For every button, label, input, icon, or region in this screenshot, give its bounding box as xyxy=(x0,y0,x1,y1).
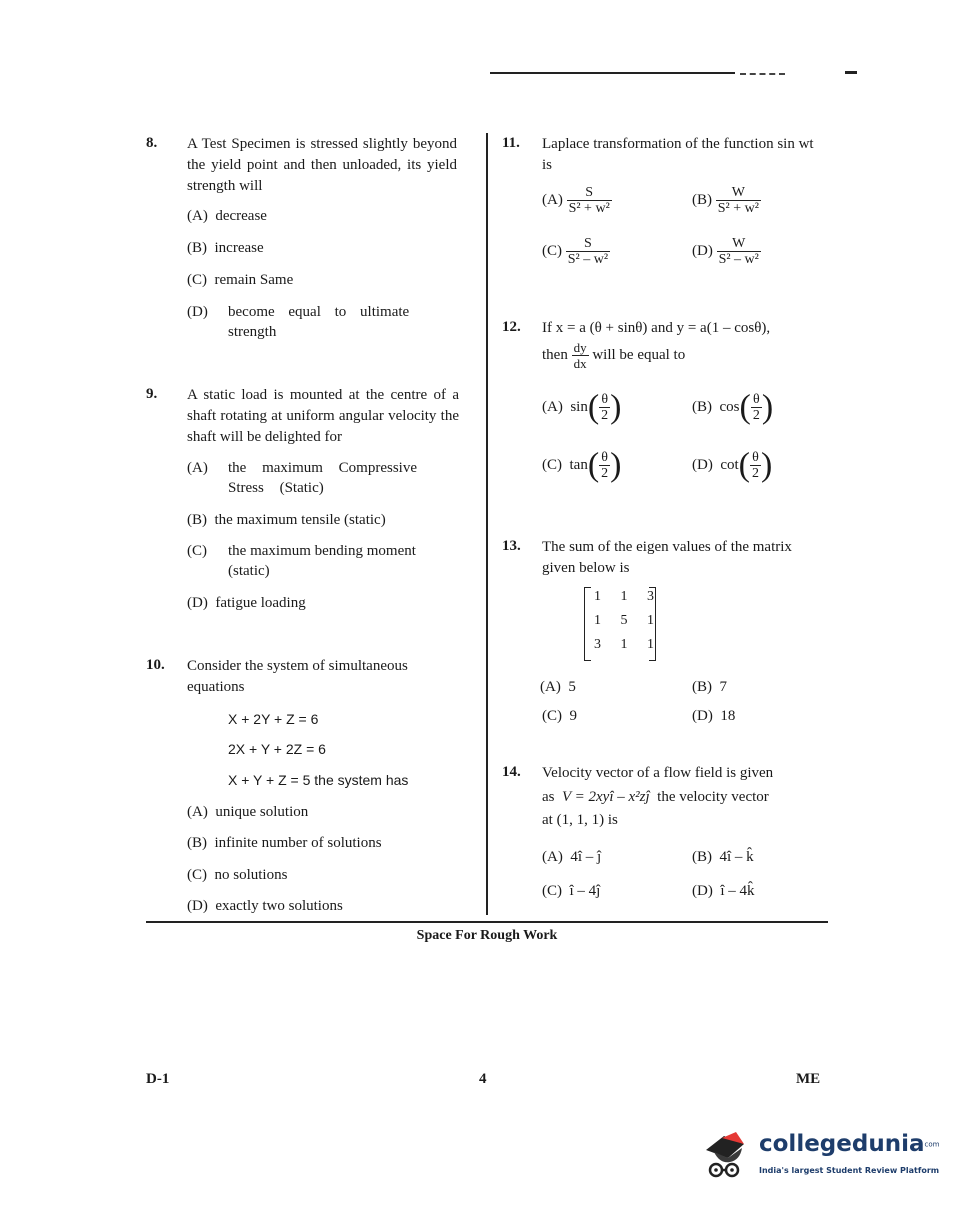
q10-equation-3: X + Y + Z = 5 the system has xyxy=(228,772,409,788)
q11-number: 11. xyxy=(502,135,520,151)
q9-option-b: (B) the maximum tensile (static) xyxy=(187,512,386,528)
q10-option-a: (A) unique solution xyxy=(187,804,309,820)
bottom-rule xyxy=(146,921,828,923)
q12-option-d: (D) cot( $\frac{\theta}{2}$ ) xyxy=(692,446,773,484)
q13-number: 13. xyxy=(502,538,521,554)
q13-option-c: (C) 9 xyxy=(542,708,577,724)
q14-option-c: (C) î – 4ĵ xyxy=(542,883,601,899)
column-divider xyxy=(486,133,488,915)
logo-tagline: India's largest Student Review Platform xyxy=(759,1166,940,1175)
q9-option-c-text: the maximum bending moment (static) xyxy=(228,543,416,579)
q8-number: 8. xyxy=(146,135,158,151)
q11-option-a: (A) $\frac{S}{\text{S² + w²}}$ xyxy=(542,185,610,216)
q9-number: 9. xyxy=(146,386,158,402)
q14-line2: as V = 2xyî – x²zĵ the velocity vector xyxy=(542,789,769,805)
page-number: 4 xyxy=(479,1071,487,1087)
q8-option-c: (C) remain Same xyxy=(187,272,294,288)
q10-option-b: (B) infinite number of solutions xyxy=(187,835,382,851)
q11-text: Laplace transformation of the function sin wt is xyxy=(542,136,814,173)
top-rule xyxy=(490,72,735,74)
q14-option-b: (B) 4î – k̂ xyxy=(692,849,754,865)
q10-text: Consider the system of simultaneous equations xyxy=(187,658,408,695)
q13-text: The sum of the eigen values of the matrix given below is xyxy=(542,539,792,576)
q10-equation-1: X + 2Y + Z = 6 xyxy=(228,711,319,727)
q11-option-d: (D) $\frac{W}{\text{S² – w²}}$ xyxy=(692,236,759,267)
q12-option-b: (B) cos( $\frac{\theta}{2}$ ) xyxy=(692,388,774,426)
q9-option-a-text: the maximum Compressive Stress (Static) xyxy=(228,460,417,496)
q14-option-d: (D) î – 4k̂ xyxy=(692,883,755,899)
q10-equation-2: 2X + Y + 2Z = 6 xyxy=(228,741,326,757)
subject-code: ME xyxy=(796,1071,821,1087)
paper-code: D-1 xyxy=(146,1071,170,1087)
top-mark xyxy=(845,71,857,74)
q12-then-line: then $\frac{dy}{dx}$ will be equal to xyxy=(542,340,686,371)
rough-work-label: Space For Rough Work xyxy=(416,928,558,943)
q14-line3: at (1, 1, 1) is xyxy=(542,812,618,828)
q13-option-b: (B) 7 xyxy=(692,679,727,695)
top-dashes xyxy=(740,73,785,77)
q8-option-d-label: (D) xyxy=(187,304,208,320)
q13-option-a: (A) 5 xyxy=(540,679,576,695)
logo-wordmark: collegeduniacom xyxy=(759,1131,940,1157)
q9-option-c-label: (C) xyxy=(187,543,207,559)
q14-line1: Velocity vector of a flow field is given xyxy=(542,765,774,781)
q9-text: A static load is mounted at the centre of a shaft rotating at uniform angular velocity the shaft will be delighted for xyxy=(187,387,459,445)
q12-number: 12. xyxy=(502,319,521,335)
q14-number: 14. xyxy=(502,764,521,780)
q8-option-d-text: become equal to ultimate strength xyxy=(228,304,410,340)
q9-option-a-label: (A) xyxy=(187,460,208,476)
q13-option-d: (D) 18 xyxy=(692,708,736,724)
q11-option-c: (C) $\frac{S}{\text{S² – w²}}$ xyxy=(542,236,609,267)
q12-option-a: (A) sin( $\frac{\theta}{2}$ ) xyxy=(542,388,622,426)
logo-icon xyxy=(700,1128,756,1184)
q10-number: 10. xyxy=(146,657,165,673)
q10-option-d: (D) exactly two solutions xyxy=(187,898,343,914)
q9-option-d: (D) fatigue loading xyxy=(187,595,306,611)
q8-option-b: (B) increase xyxy=(187,240,264,256)
q8-text: A Test Specimen is stressed slightly beyond the yield point and then unloaded, its yield strength will xyxy=(187,136,457,194)
q12-text: If x = a (θ + sinθ) and y = a(1 – cosθ), xyxy=(542,320,771,336)
q14-option-a: (A) 4î – ĵ xyxy=(542,849,602,865)
q13-matrix: 1 1 3 1 5 1 3 1 1 xyxy=(584,587,656,659)
q11-option-b: (B) $\frac{W}{\text{S² + w²}}$ xyxy=(692,185,759,216)
q12-option-c: (C) tan( $\frac{\theta}{2}$ ) xyxy=(542,446,622,484)
q10-option-c: (C) no solutions xyxy=(187,867,288,883)
q8-option-a: (A) decrease xyxy=(187,208,267,224)
